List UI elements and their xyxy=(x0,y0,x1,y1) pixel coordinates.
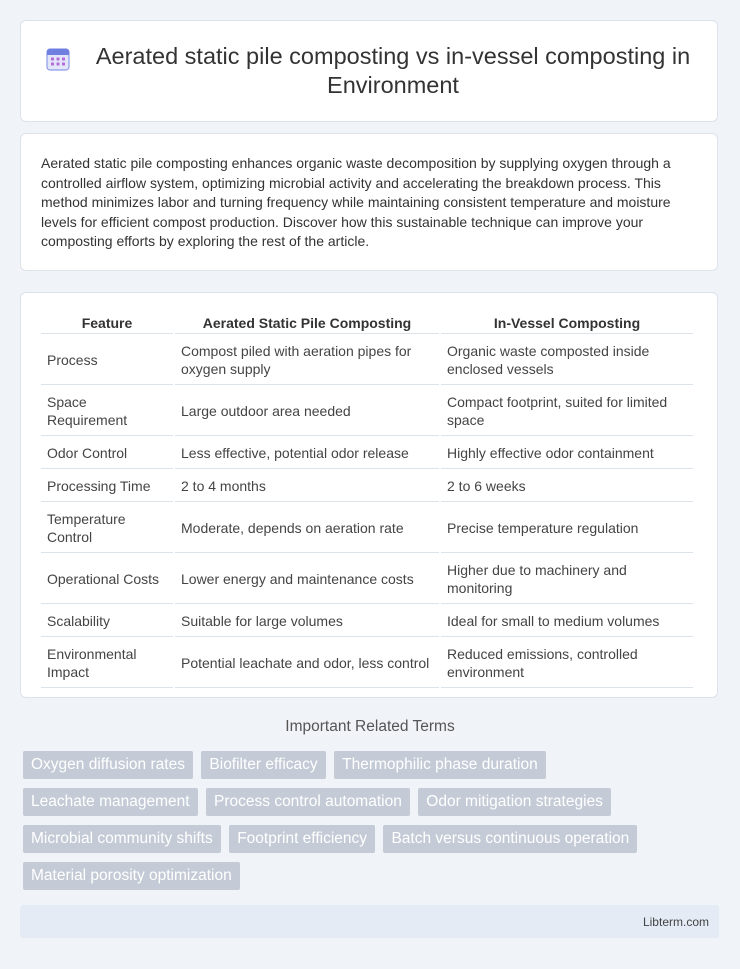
comparison-card xyxy=(20,292,718,698)
intro-paragraph: Aerated static pile composting enhances organic waste decomposition by supplying oxygen through a controlled airflow system, optimizing microbial activity and accelerating the breakdown process. This method minimizes labor and turning frequency while maintaining consistent temperature and moisture levels for efficient compost production. Discover how this sustainable technique can improve your composting efforts by exploring the rest of the article. xyxy=(41,155,671,249)
related-term-tag[interactable]: Leachate management xyxy=(23,788,198,816)
table-row xyxy=(41,336,693,385)
feature-cell: Temperature Control xyxy=(41,504,173,553)
calendar-icon xyxy=(45,46,71,72)
related-term-tag[interactable]: Oxygen diffusion rates xyxy=(23,751,193,779)
footer-site-link[interactable]: Libterm.com xyxy=(642,914,709,929)
feature-cell: Environmental Impact xyxy=(41,639,173,688)
in-vessel-cell: Reduced emissions, controlled environment xyxy=(441,639,693,688)
table-row xyxy=(41,438,693,469)
in-vessel-cell: Ideal for small to medium volumes xyxy=(441,606,693,637)
related-term-tag[interactable]: Process control automation xyxy=(206,788,410,816)
aerated-static-pile-cell: Potential leachate and odor, less control xyxy=(175,639,439,688)
feature-cell: Process xyxy=(41,336,173,385)
in-vessel-cell: Higher due to machinery and monitoring xyxy=(441,555,693,604)
related-term-tag[interactable]: Material porosity optimization xyxy=(23,862,240,890)
column-header-aerated-static-pile: Aerated Static Pile Composting xyxy=(175,311,439,334)
footer xyxy=(20,905,719,938)
feature-cell: Odor Control xyxy=(41,438,173,469)
intro-card xyxy=(20,133,718,271)
table-row xyxy=(41,387,693,436)
comparison-table xyxy=(39,309,695,690)
in-vessel-cell: Highly effective odor containment xyxy=(441,438,693,469)
related-term-tag[interactable]: Batch versus continuous operation xyxy=(383,825,637,853)
table-row xyxy=(41,555,693,604)
in-vessel-cell: Precise temperature regulation xyxy=(441,504,693,553)
title-wrap xyxy=(21,42,717,100)
feature-cell: Processing Time xyxy=(41,471,173,502)
related-term-tag[interactable]: Footprint efficiency xyxy=(229,825,375,853)
table-row xyxy=(41,606,693,637)
table-header-row xyxy=(41,311,693,334)
table-row xyxy=(41,639,693,688)
column-header-in-vessel: In-Vessel Composting xyxy=(441,311,693,334)
page-title: Aerated static pile composting vs in-vessel composting in Environment xyxy=(95,43,691,98)
aerated-static-pile-cell: Lower energy and maintenance costs xyxy=(175,555,439,604)
feature-cell: Scalability xyxy=(41,606,173,637)
related-term-tag[interactable]: Odor mitigation strategies xyxy=(418,788,611,816)
in-vessel-cell: Organic waste composted inside enclosed vessels xyxy=(441,336,693,385)
related-term-tag[interactable]: Biofilter efficacy xyxy=(201,751,325,779)
in-vessel-cell: Compact footprint, suited for limited space xyxy=(441,387,693,436)
table-row xyxy=(41,471,693,502)
title-card xyxy=(20,20,718,122)
aerated-static-pile-cell: Less effective, potential odor release xyxy=(175,438,439,469)
related-terms-heading: Important Related Terms xyxy=(285,718,455,735)
related-term-tag[interactable]: Thermophilic phase duration xyxy=(334,751,546,779)
aerated-static-pile-cell: Compost piled with aeration pipes for oxygen supply xyxy=(175,336,439,385)
table-row xyxy=(41,504,693,553)
aerated-static-pile-cell: 2 to 4 months xyxy=(175,471,439,502)
aerated-static-pile-cell: Suitable for large volumes xyxy=(175,606,439,637)
aerated-static-pile-cell: Large outdoor area needed xyxy=(175,387,439,436)
feature-cell: Space Requirement xyxy=(41,387,173,436)
in-vessel-cell: 2 to 6 weeks xyxy=(441,471,693,502)
feature-cell: Operational Costs xyxy=(41,555,173,604)
related-term-tag[interactable]: Microbial community shifts xyxy=(23,825,221,853)
related-terms-list xyxy=(23,751,723,899)
column-header-feature: Feature xyxy=(41,311,173,334)
aerated-static-pile-cell: Moderate, depends on aeration rate xyxy=(175,504,439,553)
